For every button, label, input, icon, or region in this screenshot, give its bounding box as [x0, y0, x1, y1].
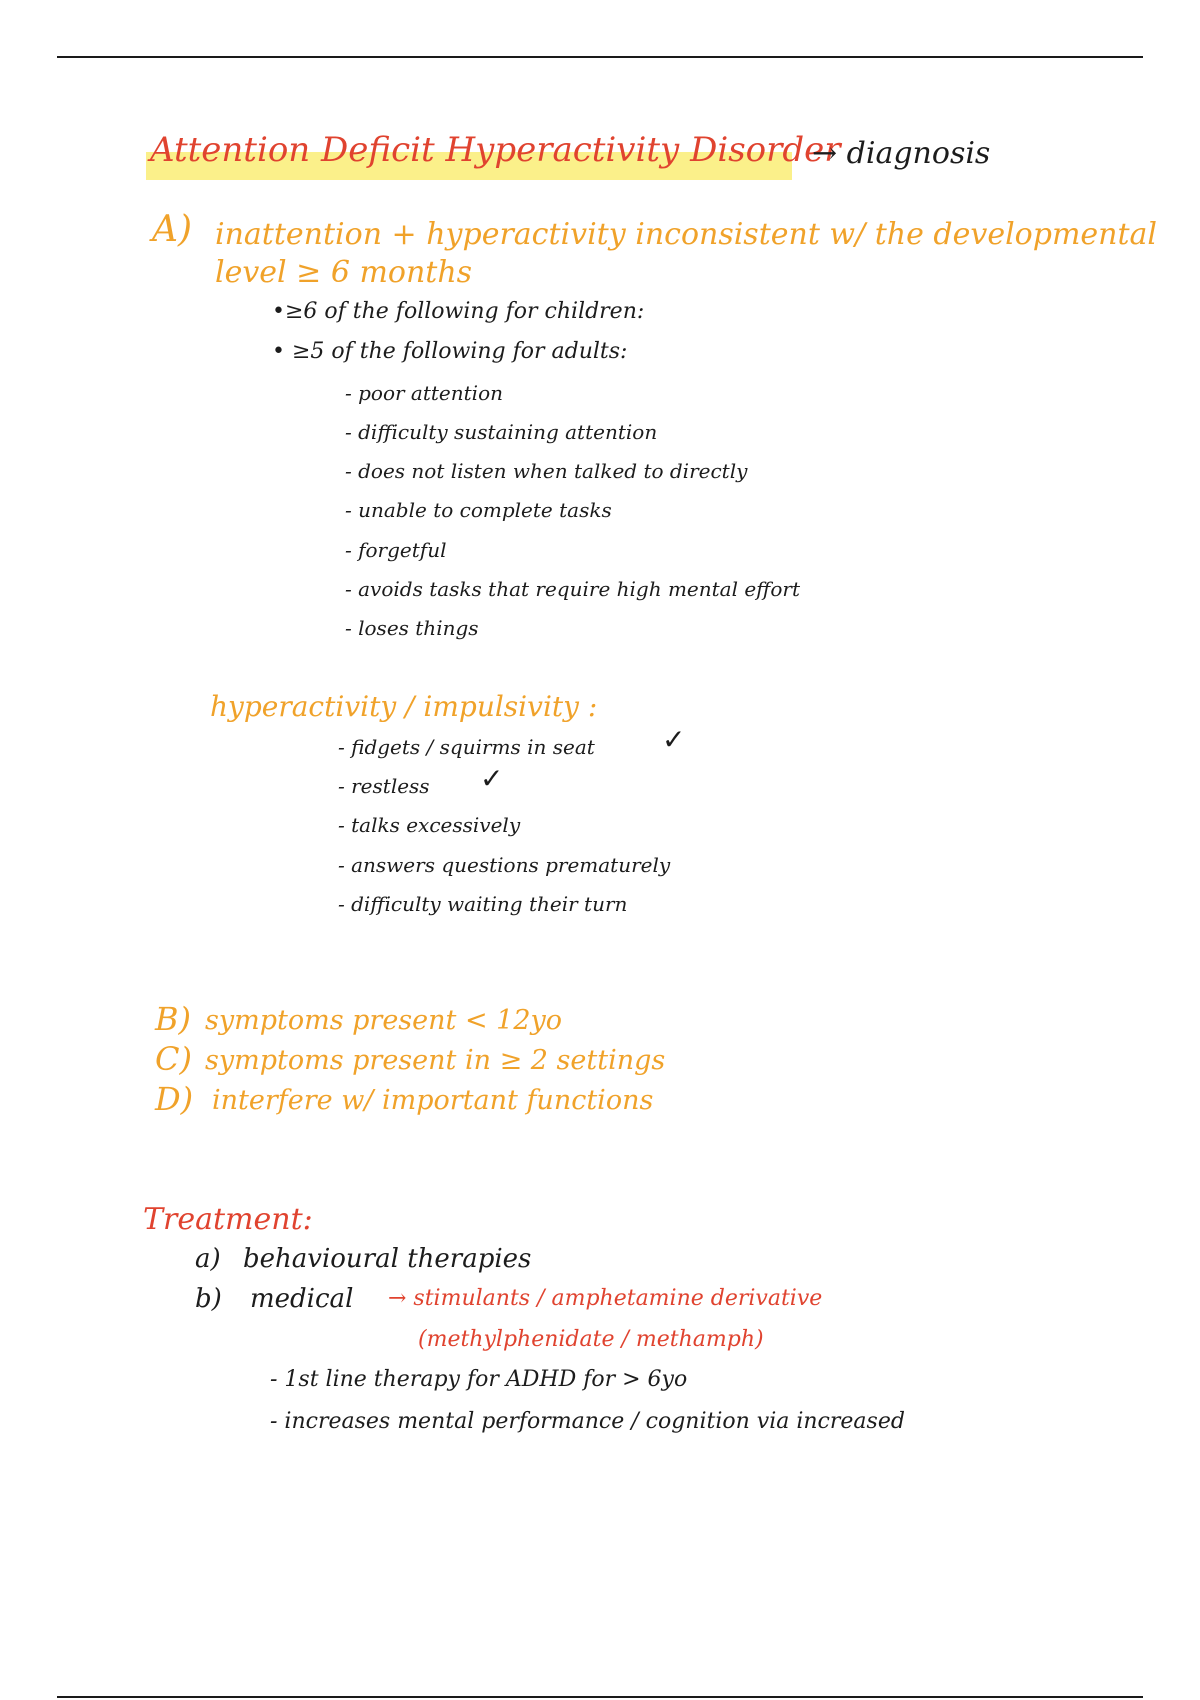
hyperactivity-item: - restless — [338, 774, 430, 798]
hyperactivity-item: - fidgets / squirms in seat — [338, 735, 595, 759]
top-rule — [57, 56, 1143, 58]
page-title: Attention Deficit Hyperactivity Disorder — [150, 130, 841, 170]
inattention-item: - difficulty sustaining attention — [345, 420, 658, 444]
criterion-a-line2: level ≥ 6 months — [215, 255, 473, 290]
title-suffix: → diagnosis — [812, 136, 991, 171]
treatment-a-letter: a) — [195, 1244, 221, 1274]
inattention-item: - unable to complete tasks — [345, 498, 612, 522]
hyperactivity-heading: hyperactivity / impulsivity : — [210, 690, 598, 723]
treatment-title: Treatment: — [143, 1202, 313, 1237]
treatment-b-examples: (methylphenidate / methamph) — [418, 1327, 764, 1352]
bottom-rule — [57, 1696, 1143, 1698]
criterion-c-text: symptoms present in ≥ 2 settings — [205, 1045, 666, 1076]
inattention-item: - poor attention — [345, 381, 503, 405]
criterion-c-letter: C) — [155, 1040, 192, 1078]
hyperactivity-item: - talks excessively — [338, 813, 521, 837]
criterion-d-letter: D) — [155, 1080, 194, 1118]
inattention-item: - avoids tasks that require high mental effort — [345, 577, 800, 601]
count-children: •≥6 of the following for children: — [272, 299, 645, 324]
hyperactivity-item: - difficulty waiting their turn — [338, 892, 628, 916]
hyperactivity-item: - answers questions prematurely — [338, 853, 671, 877]
criterion-a-letter: A) — [152, 209, 193, 250]
treatment-a-text: behavioural therapies — [243, 1244, 532, 1274]
count-adults: • ≥5 of the following for adults: — [272, 339, 628, 364]
treatment-b-letter: b) — [195, 1284, 222, 1314]
criterion-b-letter: B) — [155, 1000, 191, 1038]
inattention-item: - loses things — [345, 616, 479, 640]
criterion-b-text: symptoms present < 12yo — [205, 1005, 563, 1036]
criterion-a-line1: inattention + hyperactivity inconsistent w/ the developmental — [215, 217, 1157, 252]
criterion-d-text: interfere w/ important functions — [212, 1085, 654, 1116]
check-mark: ✓ — [480, 762, 504, 795]
treatment-note: - 1st line therapy for ADHD for > 6yo — [270, 1367, 688, 1392]
treatment-b-text: medical — [250, 1284, 354, 1314]
inattention-item: - forgetful — [345, 538, 447, 562]
treatment-note: - increases mental performance / cognition via increased — [270, 1409, 905, 1434]
treatment-b-arrow-text: → stimulants / amphetamine derivative — [388, 1286, 823, 1311]
check-mark: ✓ — [662, 723, 686, 756]
inattention-item: - does not listen when talked to directly — [345, 459, 748, 483]
